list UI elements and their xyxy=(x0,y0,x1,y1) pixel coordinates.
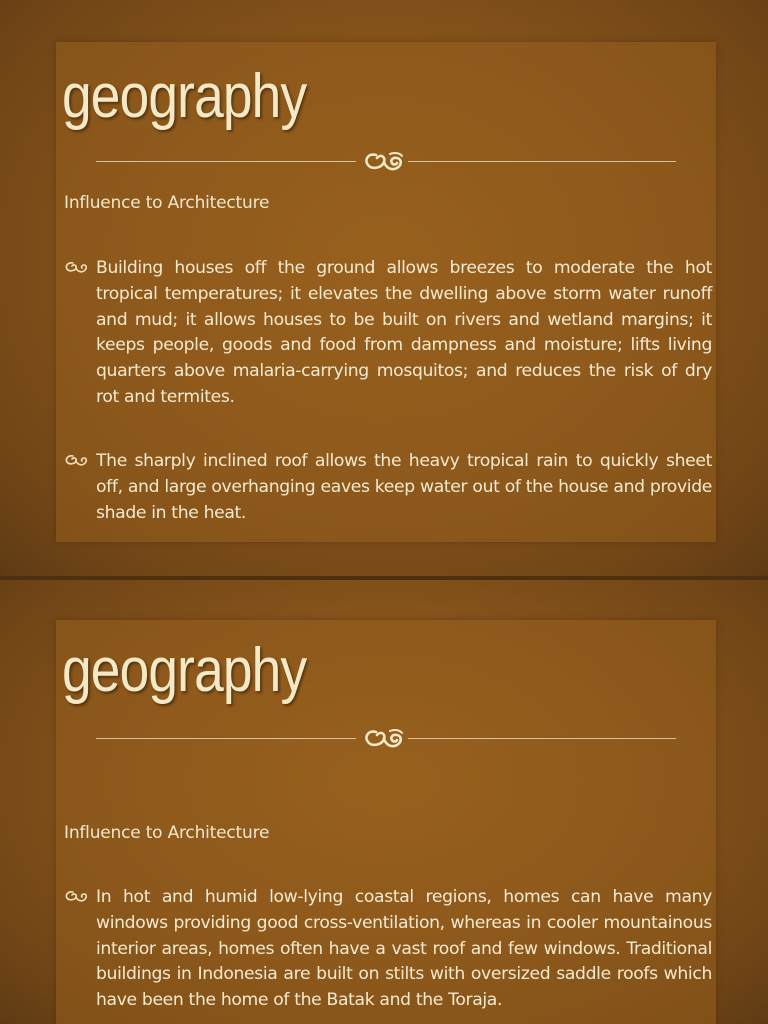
curl-bullet-icon xyxy=(64,889,90,903)
title-divider xyxy=(96,150,676,174)
divider-line xyxy=(96,161,356,162)
curl-bullet-icon xyxy=(64,260,90,274)
curl-bullet-icon xyxy=(64,453,90,467)
bullet-item xyxy=(64,256,712,411)
bullet-item xyxy=(64,449,712,526)
bullet-item xyxy=(64,885,712,1014)
slide-title: geography xyxy=(62,636,307,705)
bullet-text: Building houses off the ground allows breezes to moderate the hot tropical temperatures; it elevates the dwelling above storm water runoff and mud; it allows houses to be built on rivers and wetland margins; it keeps people, goods and food from dampness and moisture; lifts living quarters above malaria-carrying mosquitos; and reduces the risk of dry rot and termites. xyxy=(96,258,712,407)
divider-line xyxy=(408,161,676,162)
divider-line xyxy=(96,738,356,739)
slide-title: geography xyxy=(62,62,307,131)
title-divider xyxy=(96,727,676,751)
divider-line xyxy=(408,738,676,739)
slide-subtitle: Influence to Architecture xyxy=(64,823,270,843)
slide-subtitle: Influence to Architecture xyxy=(64,193,270,213)
bullet-text: The sharply inclined roof allows the heavy tropical rain to quickly sheet off, and large overhanging eaves keep water out of the house and provide shade in the heat. xyxy=(96,451,712,523)
bullet-text: In hot and humid low-lying coastal regions, homes can have many windows providing good cross-ventilation, whereas in cooler mountainous interior areas, homes often have a vast roof and few windows. Traditional buildings in Indonesia are built on stilts with oversized saddle roofs which have been the home of the Batak and the Toraja. xyxy=(96,887,712,1011)
ornamental-flourish-icon xyxy=(362,150,406,174)
ornamental-flourish-icon xyxy=(362,727,406,751)
